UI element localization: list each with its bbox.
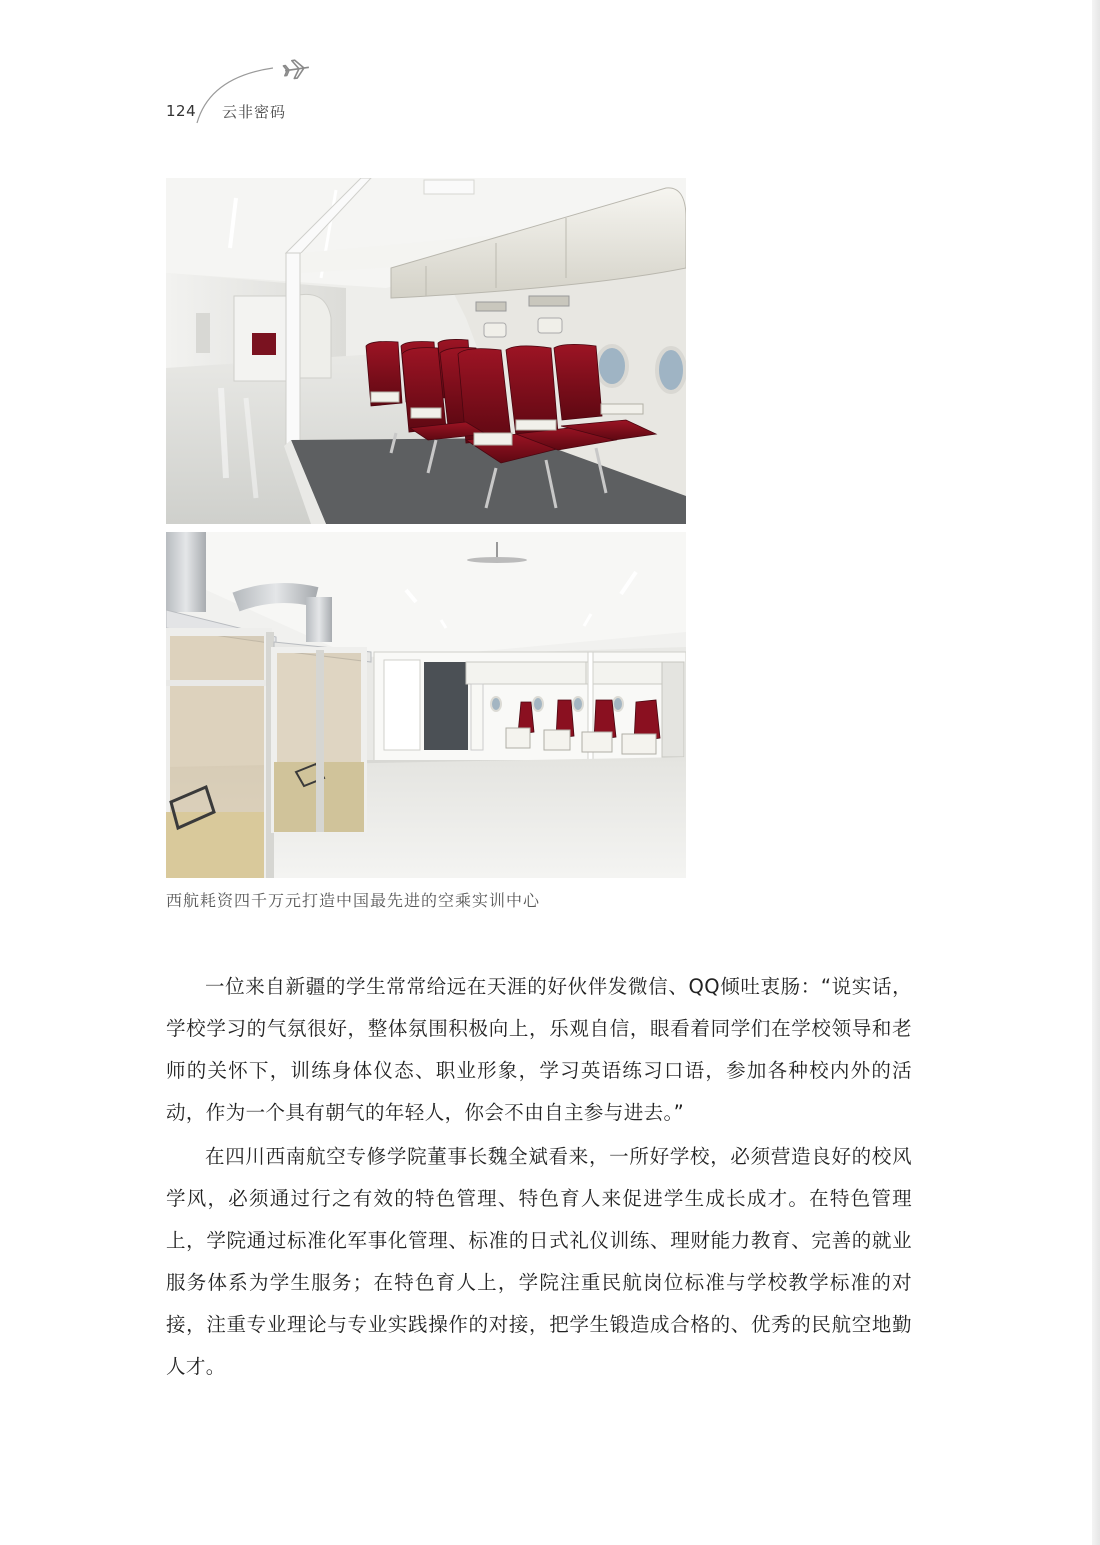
figure-caption: 西航耗资四千万元打造中国最先进的空乘实训中心 <box>166 891 541 910</box>
page-edge-shadow <box>1092 0 1100 1545</box>
paragraph-1: 一位来自新疆的学生常常给远在天涯的好伙伴发微信、QQ倾吐衷肠：“说实话，学校学习的气氛很好，整体氛围积极向上，乐观自信，眼看着同学们在学校领导和老师的关怀下，训练身体仪态、职业形象，学习英语练习口语，参加各种校内外的活动，作为一个具有朝气的年轻人，你会不由自主参与进去。” <box>166 975 912 1124</box>
page-number: 124 <box>166 102 197 120</box>
paragraph-2: 在四川西南航空专修学院董事长魏全斌看来，一所好学校，必须营造良好的校风学风，必须通过行之有效的特色管理、特色育人来促进学生成长成才。在特色管理上，学院通过标准化军事化管理、标准的日式礼仪训练、理财能力教育、完善的就业服务体系为学生服务；在特色育人上，学院注重民航岗位标准与学校教学标准的对接，注重专业理论与专业实践操作的对接，把学生锻造成合格的、优秀的民航空地勤人才。 <box>166 1145 912 1378</box>
article-body <box>166 966 912 1390</box>
cabin-mockup-photo <box>166 178 686 524</box>
running-title: 云非密码 <box>222 103 287 121</box>
training-hall-photo <box>166 532 686 878</box>
